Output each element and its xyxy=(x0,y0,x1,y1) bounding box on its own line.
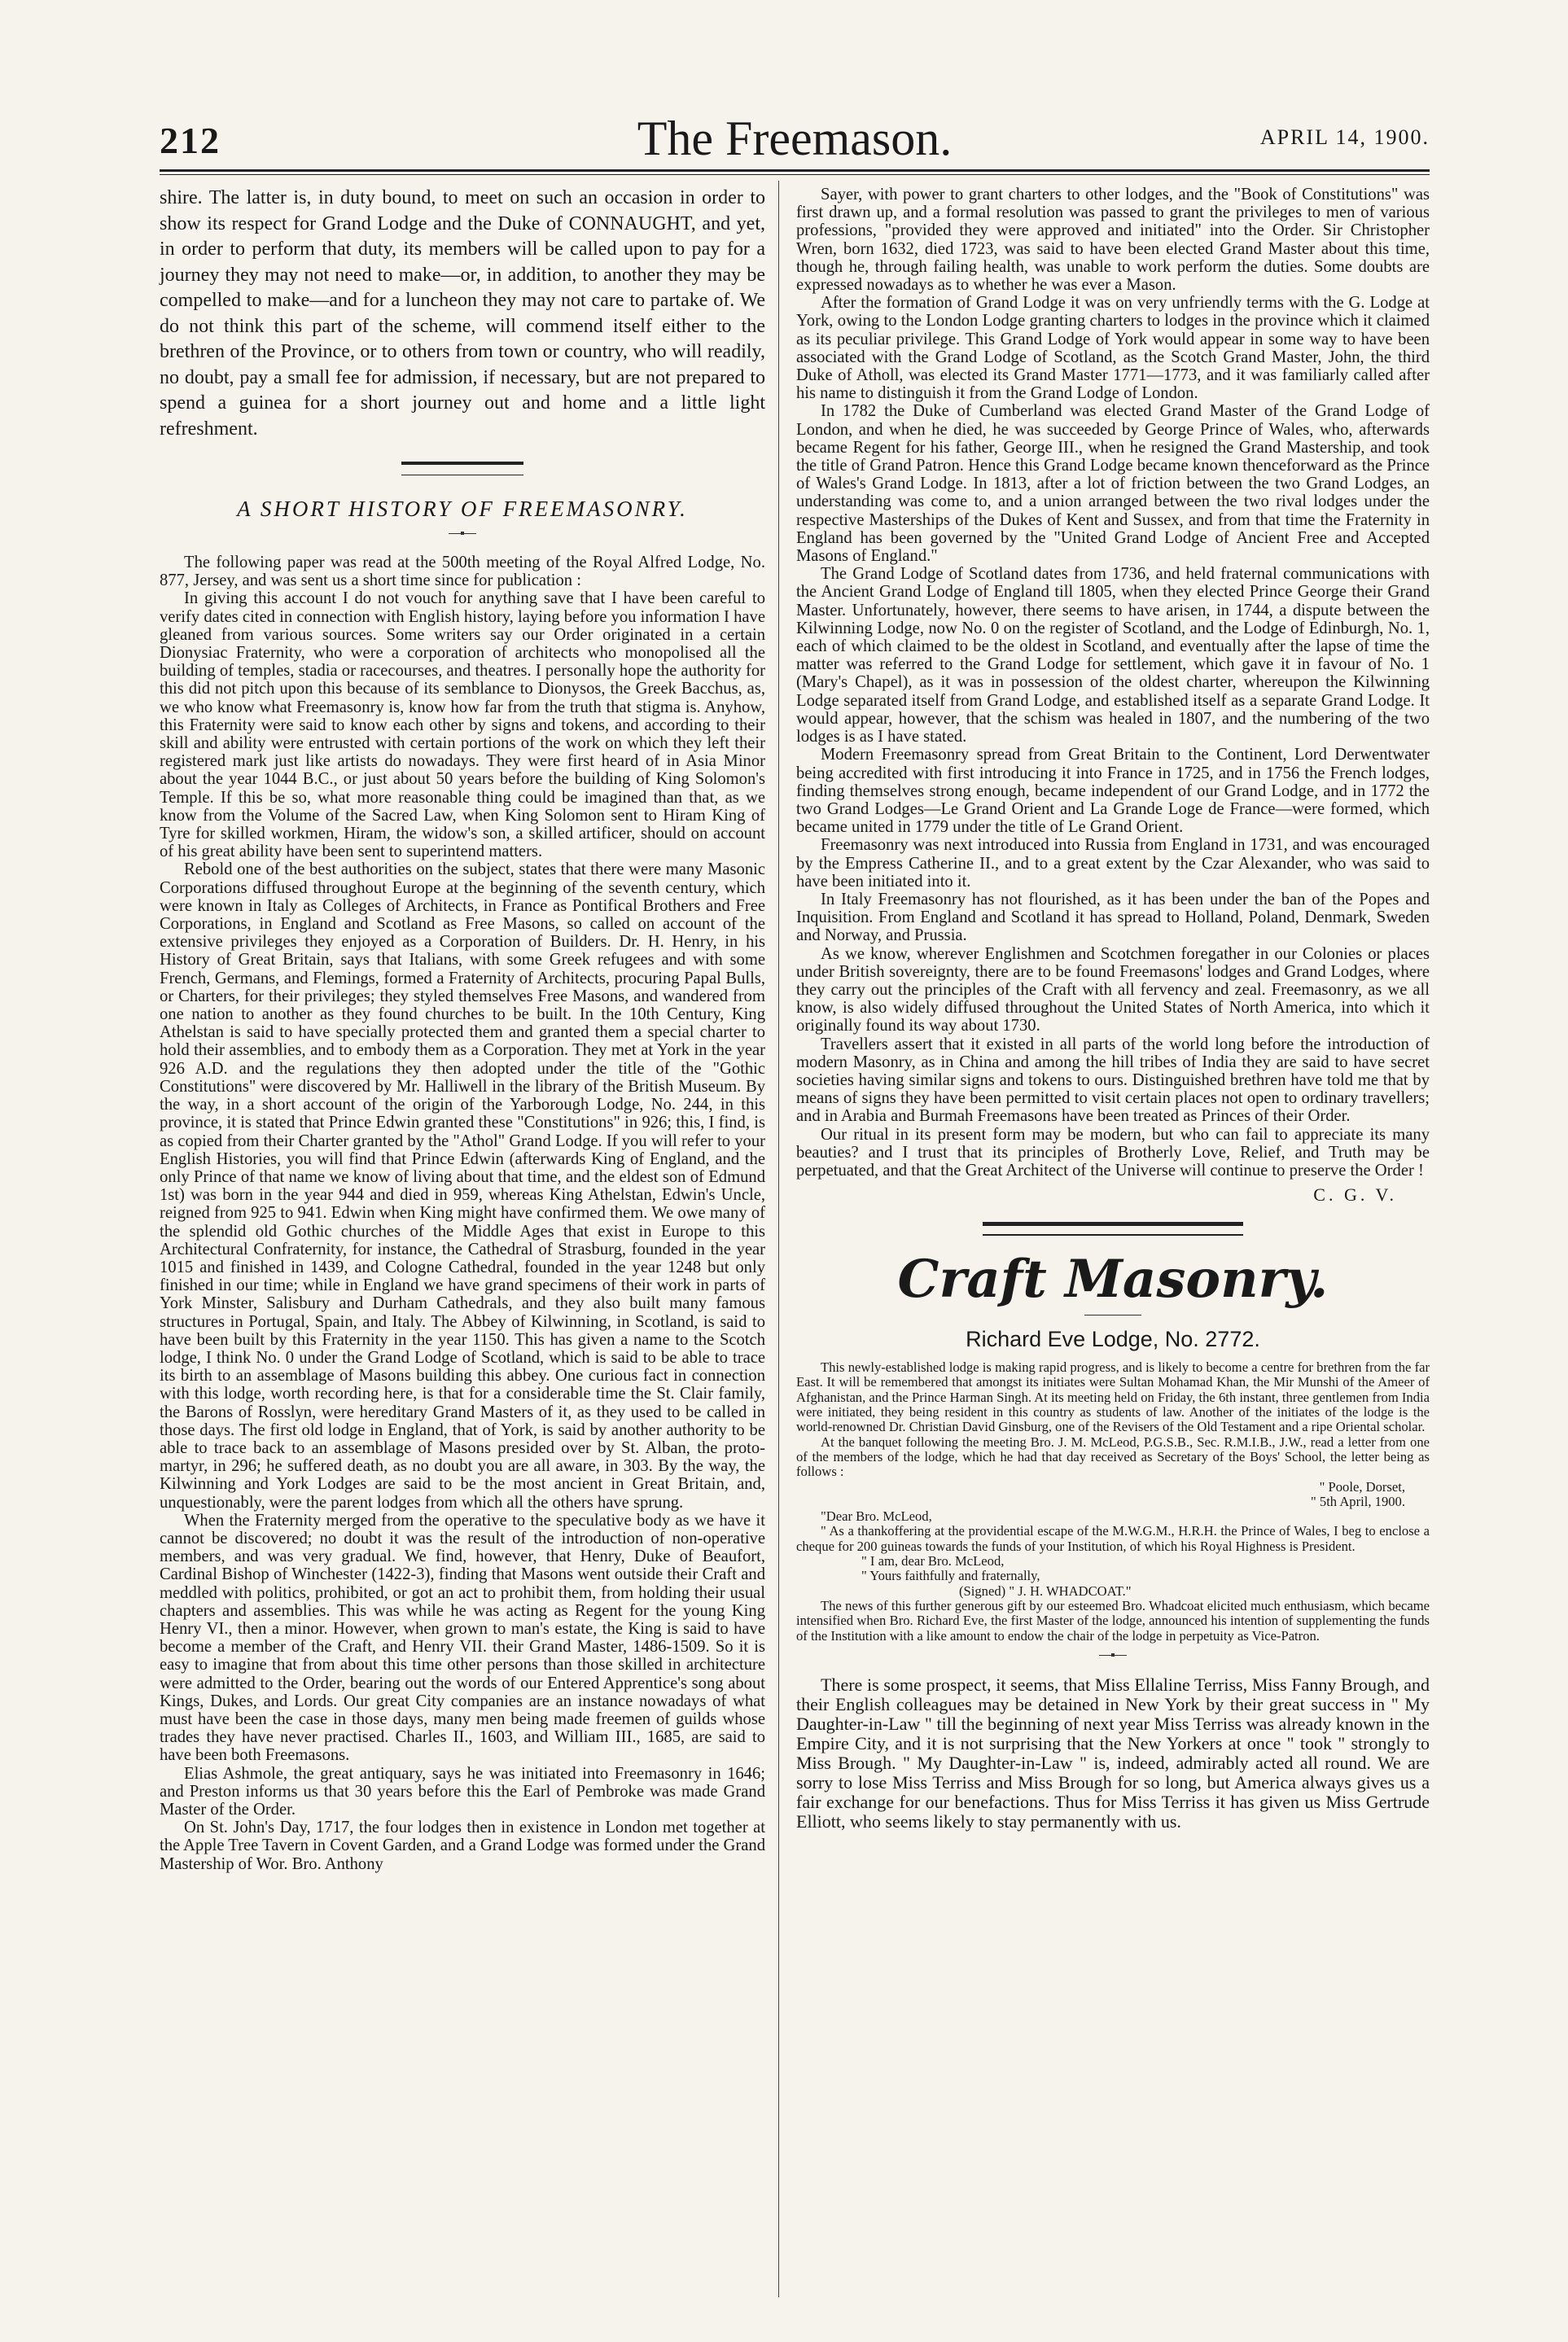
article-paragraph: Our ritual in its present form may be modern, but who can fail to appreciate its many beauties? and I trust that its principles of Brotherly Love, Relief, and Truth may be perpetuated, and that the Great Architect of the Universe will continue to preserve the Order ! xyxy=(796,1125,1430,1180)
article-paragraph: On St. John's Day, 1717, the four lodges then in existence in London met together at the Apple Tree Tavern in Covent Garden, and a Grand Lodge was formed under the Grand Mastership of Wor. Bro. Anthony xyxy=(160,1819,765,1873)
section-ornament xyxy=(401,462,523,475)
article-body xyxy=(160,554,765,1873)
article-paragraph: Travellers assert that it existed in all parts of the world long before the introduction of modern Masonry, as in China and among the hill tribes of India they are said to have secret societies having similar signs and tokens to ours. Distinguished brethren have told me that by means of signs they have been permitted to visit certain places not open to ordinary travellers; and in Arabia and Burmah Freemasons have been treated as Princes of their Order. xyxy=(796,1035,1430,1126)
letter-signature: (Signed) " J. H. WHADCOAT." xyxy=(959,1582,1132,1599)
article-paragraph: In 1782 the Duke of Cumberland was elected Grand Master of the Grand Lodge of London, and when he died, he was succeeded by George Prince of Wales, who, afterwards became Regent for his father, George III., when he resigned the Grand Mastership, and took the title of Grand Patron. Hence this Grand Lodge became known thenceforward as the Prince of Wales's Grand Lodge. In 1813, after a lot of friction between the two Grand Lodges, an understanding was come to, and a union arranged between the two rival lodges under the respective Masterships of the Dukes of Kent and Sussex, and from that time the Fraternity in England has been governed by the "United Grand Lodge of Ancient Free and Accepted Masons of England." xyxy=(796,402,1430,566)
letter-date: " 5th April, 1900. xyxy=(1310,1493,1405,1509)
article-paragraph: Freemasonry was next introduced into Russia from England in 1731, and was encouraged by the Empress Catherine II., and to a great extent by the Czar Alexander, who was said to have been initiated into it. xyxy=(796,836,1430,891)
header-rule-thin xyxy=(160,174,1430,175)
paragraph-ornament xyxy=(1099,1655,1127,1656)
letter-place: " Poole, Dorset, xyxy=(1319,1478,1405,1495)
article-paragraph: When the Fraternity merged from the operative to the speculative body as we have it cannot be discovered; no doubt it was the result of the introduction of non-operative members, and was very gradual. We find, however, that Henry, Duke of Beaufort, Cardinal Bishop of Winchester (1422-3), finding that Masons went outside their Craft and meddled with politics, prohibited, or got an act to prohibit them, from holding their usual chapters and assemblies. This was while he was acting as Regent for the young King Henry VI., then a minor. However, when grown to man's estate, the King is said to have become a member of the Craft, and Henry VII. their Grand Master, 1486-1509. So it is easy to imagine that from about this time other persons than those skilled in architecture were admitted to the Order, bearing out the words of our Entered Apprentice's song about Kings, Dukes, and Lords. Our great City companies are an instance nowadays of what must have been the case in those days, many men being made freemen of guilds whose trades they have never practised. Charles II., 1603, and William III., 1685, are said to have been both Freemasons. xyxy=(160,1511,765,1765)
page-header xyxy=(160,111,1430,168)
lodge-paragraph: At the banquet following the meeting Bro. J. M. McLeod, P.G.S.B., Sec. R.M.I.B., J.W., read a letter from one of the members of the lodge, which he had that day received as Secretary of the Boys' School, the letter being as follows : xyxy=(796,1434,1430,1480)
masthead-title: The Freemason. xyxy=(637,112,953,165)
header-rule xyxy=(160,169,1430,172)
article-paragraph: In giving this account I do not vouch for anything save that I have been careful to verify dates cited in connection with English history, laying before you information I have gleaned from various sources. Some writers say our Order originated in a certain Dionysiac Fraternity, who were a corporation of architects who monopolised all the building of temples, stadia or racecourses, and theatres. I personally hope the authority for this did not pitch upon this because of its semblance to Dionysos, the Greek Bacchus, as, we who know what Freemasonry is, know how far from the truth that stigma is. Anyhow, this Fraternity were said to know each other by signs and tokens, and according to their skill and ability were entrusted with certain portions of the work on which they left their registered mark just like artists do nowadays. They were first heard of in Asia Minor about the year 1044 B.C., or just about 50 years before the building of King Solomon's Temple. If this be so, what more reasonable thing could be imagined than that, as we know from the Volume of the Sacred Law, when King Solomon sent to Hiram King of Tyre for skilled workmen, Hiram, the widow's son, a skilled artificer, should on account of his great ability have been sent to superintend matters. xyxy=(160,589,765,861)
article-paragraph: The Grand Lodge of Scotland dates from 1736, and held fraternal communications with the Ancient Grand Lodge of England till 1805, when they elected Prince George their Grand Master. Unfortunately, however, there seems to have arisen, in 1744, a dispute between the Kilwinning Lodge, now No. 0 on the register of Scotland, and the Lodge of Edinburgh, No. 1, each of which claimed to be the oldest in Scotland, and eventually after the lapse of time the matter was referred to the Grand Lodge for settlement, which gave it in favour of No. 1 (Mary's Chapel), as it was in possession of the oldest charter, whereupon the Kilwinning Lodge separated itself from Grand Lodge, and established itself as a separate Grand Lodge. It would appear, however, that the schism was healed in 1807, and the numbering of the two lodges is as I have stated. xyxy=(796,565,1430,746)
lodge-paragraph: This newly-established lodge is making rapid progress, and is likely to become a centre for brethren from the far East. It will be remembered that amongst its initiates were Sultan Mohamad Khan, the Mir Munshi of the Ameer of Afghanistan, and the Prince Harman Singh. At its meeting held on Friday, the 6th instant, three gentlemen from India were initiated, they being resident in this country as students of law. Another of the initiates of the lodge is the world-renowned Dr. Christian David Ginsburg, one of the Revisers of the Old Testament and a ripe Oriental scholar. xyxy=(796,1359,1430,1435)
issue-date: APRIL 14, 1900. xyxy=(1259,125,1430,149)
article-paragraph: After the formation of Grand Lodge it was on very unfriendly terms with the G. Lodge at York, owing to the London Lodge granting charters to lodges in the province which it claimed as its peculiar privilege. This Grand Lodge of York would appear in some way to have been associated with the Grand Lodge of Scotland, as the Scotch Grand Master, John, the third Duke of Atholl, was elected its Grand Master 1771—1773, and it was familiarly called after his name to distinguish it from the Grand Lodge of London. xyxy=(796,294,1430,403)
letter-closing: " I am, dear Bro. McLeod, xyxy=(861,1553,1005,1569)
article-paragraph: Modern Freemasonry spread from Great Britain to the Continent, Lord Derwentwater being accredited with first introducing it into France in 1725, and in 1756 the French lodges, finding themselves strong enough, became independent of our Grand Lodge, and in 1772 the two Grand Lodges—Le Grand Orient and La Grande Loge de France—were formed, which became united in 1779 under the title of Le Grand Orient. xyxy=(796,746,1430,837)
section-divider xyxy=(983,1222,1243,1236)
article-paragraph: In Italy Freemasonry has not flourished, as it has been under the ban of the Popes and Inquisition. From England and Scotland it has spread to Holland, Poland, Denmark, Sweden and Norway, and Prussia. xyxy=(796,890,1430,945)
title-ornament xyxy=(449,533,476,534)
continued-text xyxy=(160,186,765,442)
continued-paragraph: shire. The latter is, in duty bound, to meet on such an occasion in order to show its respect for Grand Lodge and the Duke of CONNAUGHT, and yet, in order to perform that duty, its members will be called upon to pay for a journey they may not need to make—or, in addition, to another they may be compelled to make—and for a luncheon they may not care to partake of. We do not think this part of the scheme, will commend itself either to the brethren of the Province, or to others from town or country, who will readily, no doubt, pay a small fee for admission, if necessary, but are not prepared to spend a guinea for a short journey out and home and a little light refreshment. xyxy=(160,187,765,440)
page-number: 212 xyxy=(160,120,221,161)
article-paragraph: Elias Ashmole, the great antiquary, says he was initiated into Freemasonry in 1646; and Preston informs us that 30 years before this the Earl of Pembroke was made Grand Master of the Order. xyxy=(160,1764,765,1819)
article-paragraph: Rebold one of the best authorities on the subject, states that there were many Masonic Corporations diffused throughout Europe at the beginning of the seventh century, which were known in Italy as Colleges of Architects, in France as Pontifical Brothers and Free Corporations, in England and Scotland as Free Masons, so called on account of the extensive privileges they enjoyed as a Corporation of Builders. Dr. H. Henry, in his History of Great Britain, says that Italians, with some Greek refugees and with some French, Germans, and Flemings, formed a Fraternity of Architects, procuring Papal Bulls, or Charters, for their privileges; they styled themselves Free Masons, and wandered from one nation to another as they found churches to be built. In the 10th Century, King Athelstan is said to have specially protected them and granted them a special charter to hold their assemblies, and to embody them as a Corporation. They met at York in the year 926 A.D. and the regulations they then adopted under the title of the "Gothic Constitutions" were discovered by Mr. Halliwell in the library of the British Museum. By the way, in a short account of the origin of the Yarborough Lodge, No. 244, in this province, it is stated that Prince Edwin granted these "Constitutions" in 926; this, I find, is as copied from their Charter granted by the "Athol" Grand Lodge. If you will refer to your English Histories, you will find that Prince Edwin (afterwards King of England, and the only Prince of that name we know of living about that time, and the eldest son of Edmund 1st) was born in the year 944 and died in 959, whereas King Athelstan, Edwin's Uncle, reigned from 925 to 941. Edwin when King might have confirmed them. We owe many of the splendid old Gothic churches of the Middle Ages that exist in Europe to this Architectural Confraternity, for instance, the Cathedral of Strasburg, founded in the year 1015 and finished in 1439, and Cologne Cathedral, founded in the year 1248 but only finished in our time; while in England we have grand specimens of their work in parts of York Minster, Salisbury and Durham Cathedrals, and they also built many famous structures in Portugal, Spain, and Italy. The Abbey of Kilwinning, in Scotland, is said to have been built by this Fraternity in the year 1150. This has given a name to the Scotch lodge, I think No. 0 under the Grand Lodge of Scotland, which is said to be able to trace its birth to an assemblage of Masons building this abbey. One curious fact in connection with this lodge, worth recording here, is that for a considerable time the St. Clair family, the Barons of Rosslyn, were hereditary Grand Masters of it, as they used to be called in those days. The first old lodge in England, that of York, is said by another authority to be able to trace back to an assemblage of Masons presided over by St. Alban, the proto-martyr, in 296; he suffered death, as no doubt you are all aware, in 303. By the way, the Kilwinning and York Lodges are said to be the most ancient in Great Britain, and, unquestionably, were the parent lodges from which all the others have sprung. xyxy=(160,860,765,1512)
letter-closing: " Yours faithfully and fraternally, xyxy=(861,1568,1040,1584)
lodge-heading: Richard Eve Lodge, No. 2772. xyxy=(966,1327,1260,1352)
article-signature: C. G. V. xyxy=(1313,1184,1397,1206)
letter-salutation: "Dear Bro. McLeod, xyxy=(821,1508,932,1525)
article-title: A SHORT HISTORY OF FREEMASONRY. xyxy=(237,497,688,521)
closing-text xyxy=(796,1675,1430,1832)
article-paragraph: The following paper was read at the 500th meeting of the Royal Alfred Lodge, No. 877, Jersey, and was sent us a short time since for publication : xyxy=(160,554,765,590)
article-continuation xyxy=(796,186,1430,1180)
lodge-report xyxy=(796,1360,1430,1644)
letter-body: " As a thankoffering at the providential escape of the M.W.G.M., H.R.H. the Prince of Wales, I beg to enclose a cheque for 200 guineas towards the funds of your Institution, of which his Royal Highness is President. xyxy=(796,1523,1430,1554)
article-paragraph: As we know, wherever Englishmen and Scotchmen foregather in our Colonies or places under British sovereignty, there are to be found Freemasons' lodges and Grand Lodges, where they carry out the principles of the Craft with all fervency and zeal. Freemasonry, as we all know, is also widely diffused throughout the United States of North America, into which it originally found its way about 1730. xyxy=(796,944,1430,1035)
article-paragraph: Sayer, with power to grant charters to other lodges, and the "Book of Constitutions" was first drawn up, and a formal resolution was passed to grant the privileges to men of various professions, "provided they were approved and initiated" into the Order. Sir Christopher Wren, born 1632, died 1723, was said to have been elected Grand Master about this time, though he, through failing health, was unable to work perform the duties. Some doubts are expressed nowadays as to whether he was ever a Mason. xyxy=(796,186,1430,295)
column-divider xyxy=(778,181,779,2297)
right-column xyxy=(796,186,1430,1832)
closing-paragraph: There is some prospect, it seems, that Miss Ellaline Terriss, Miss Fanny Brough, and their English colleagues may be detained in New York by their great success in " My Daughter-in-Law " till the beginning of next year Miss Terriss was already known in the Empire City, and it is not surprising that the New Yorkers at once " took " strongly to Miss Brough. " My Daughter-in-Law " is, indeed, admirably acted all round. We are sorry to lose Miss Terriss and Miss Brough for so long, but America always gives us a fair exchange for our benefactions. Thus for Miss Terriss it has given us Miss Gertrude Elliott, who seems likely to stay permanently with us. xyxy=(796,1674,1430,1832)
lodge-paragraph: The news of this further generous gift by our esteemed Bro. Whadcoat elicited much enthusiasm, which became intensified when Bro. Richard Eve, the first Master of the lodge, announced his intention of supplementing the funds of the Institution with a like amount to endow the chair of the lodge in perpetuity as Vice-Patron. xyxy=(796,1597,1430,1644)
section-heading: Craft Masonry. xyxy=(897,1249,1329,1311)
left-column xyxy=(160,186,765,1873)
